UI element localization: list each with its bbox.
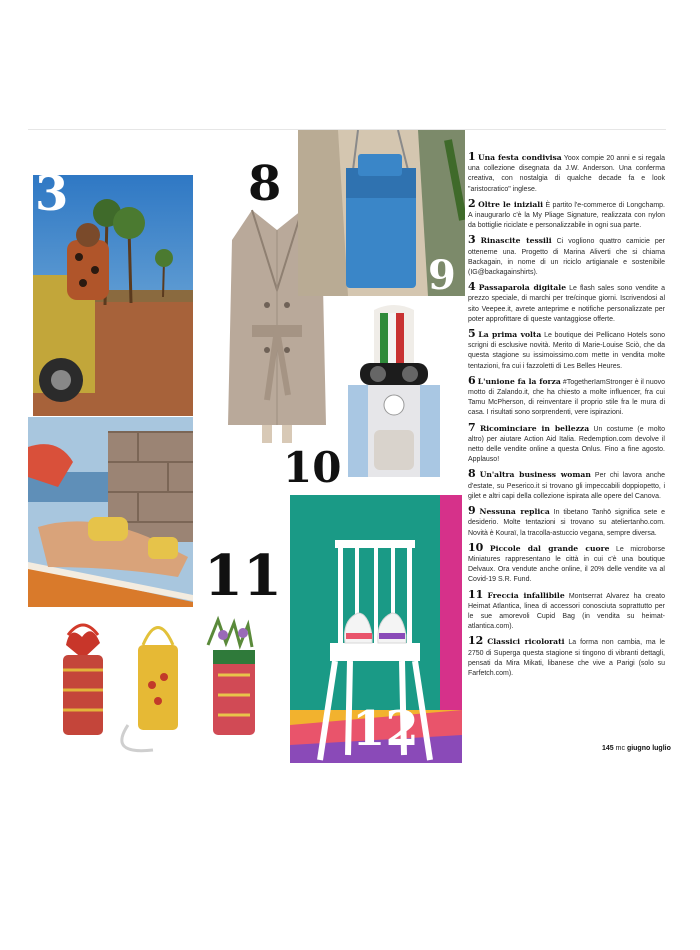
scooter-bag-illustration xyxy=(340,305,448,485)
item-6: 6 L'unione fa la forza #TogetherIamStronger è il nuovo motto di Zalando.it, che ha chiesto a molte influencer, fra cui Tamu McPherson, di reinventare il proprio stile fra le mura di casa. I risultati sono sorprendenti, vere ispirazioni. xyxy=(468,373,665,417)
item-10: 10 Piccole dal grande cuore Le microborse Miniatures rappresentano le città in cui c'è una boutique Delvaux. Ora vendute anche online, il 20% delle vendite va al Covid-19 S.R. Fund. xyxy=(468,540,666,584)
photo-10-scooter-bag xyxy=(340,305,448,485)
number-10: 10 xyxy=(283,443,342,492)
item-1: 1 Una festa condivisa Yoox compie 20 anni e si regala una collezione disegnata da J.W. Anderson. Una conferma creativa, con nostalgia di qualche decade fa e look "aristocratico" inglese. xyxy=(468,150,665,193)
number-8: 8 xyxy=(248,156,282,212)
item-7: 7 Ricominciare in bellezza Un costume (e molto altro) per aiutare Action Aid Italia. Redemption.com devolve il netto delle vendite online a questa Onlus. Fino a fine agosto. Applauso! xyxy=(468,420,665,464)
item-9: 9 Nessuna replica In tibetano Tanhō significa sete e desiderio. Molte tentazioni si trovano su ateliertanho.com. Novità è Kouraï, la tracolla-astuccio vegana, sempre diversa. xyxy=(468,504,666,537)
text-column xyxy=(468,152,665,683)
photo-11-baskets xyxy=(48,615,278,765)
number-12: 12 xyxy=(352,701,419,757)
number-9: 9 xyxy=(428,252,456,299)
page-folio xyxy=(602,745,671,752)
page-number: 145 xyxy=(602,745,614,752)
item-3: 3 Rinascite tessili Ci vogliono quattro camicie per ottenerne una. Progetto di Marina Aliverti che si chiama Backagain, in nome di un riciclo artigianale e sostenibile (IG@backagainshirts). xyxy=(468,233,665,277)
item-11: 11 Freccia infallibile Montserrat Alvarez ha creato Heimat Atlantica, linea di accessori conosciuta soprattutto per le sue amorevoli Cupid Bag (in vendita su heimat-atlantica.com). xyxy=(468,587,665,631)
number-3: 3 xyxy=(35,166,69,222)
baskets-illustration xyxy=(48,615,278,765)
item-12: 12 Classici ricolorati La forma non cambia, ma le 2750 di Superga questa stagione si tingono di vibranti dettagli, pensati da Mira Mikati, libanese che vive a Parigi (solo su Farfetch.com). xyxy=(468,634,666,677)
number-11: 11 xyxy=(204,543,282,609)
item-8: 8 Un'altra business woman Per chi lavora anche d'estate, su Peserico.it si trovano gli impeccabili doppiopetto, i gilet e altri capi della collezione ispirata alle opere del Canova. xyxy=(468,467,665,500)
photo-sunbathing xyxy=(28,417,193,607)
sunbathing-illustration xyxy=(28,417,193,607)
item-4: 4 Passaparola digitale Le flash sales sono vendite a prezzo speciale, di marchi per tre/cinque giorni. Iscrivendosi al sito Veepee.it, avrete anteprime e notifiche personalizzate per poter approfittare di queste vantaggiose offerte. xyxy=(468,280,665,323)
magazine-name: mc xyxy=(615,745,625,752)
item-5: 5 La prima volta Le boutique dei Pellicano Hotels sono scrigni di esclusive novità. Merito di Marie-Louise Sciò, che da questa stagione su issimoissimo.com mette in vendita molte tentazioni, fra cui i fazzoletti di Les Belles Heures. xyxy=(468,327,665,370)
issue-label: giugno luglio xyxy=(626,745,671,752)
item-2: 2 Oltre le iniziali È partito l'e-commerce di Longchamp. A inaugurarlo c'è la My Pliage Signature, realizzata con nylon da bottiglie riciclate e personalizzabile in ogni sua parte. xyxy=(468,196,666,230)
